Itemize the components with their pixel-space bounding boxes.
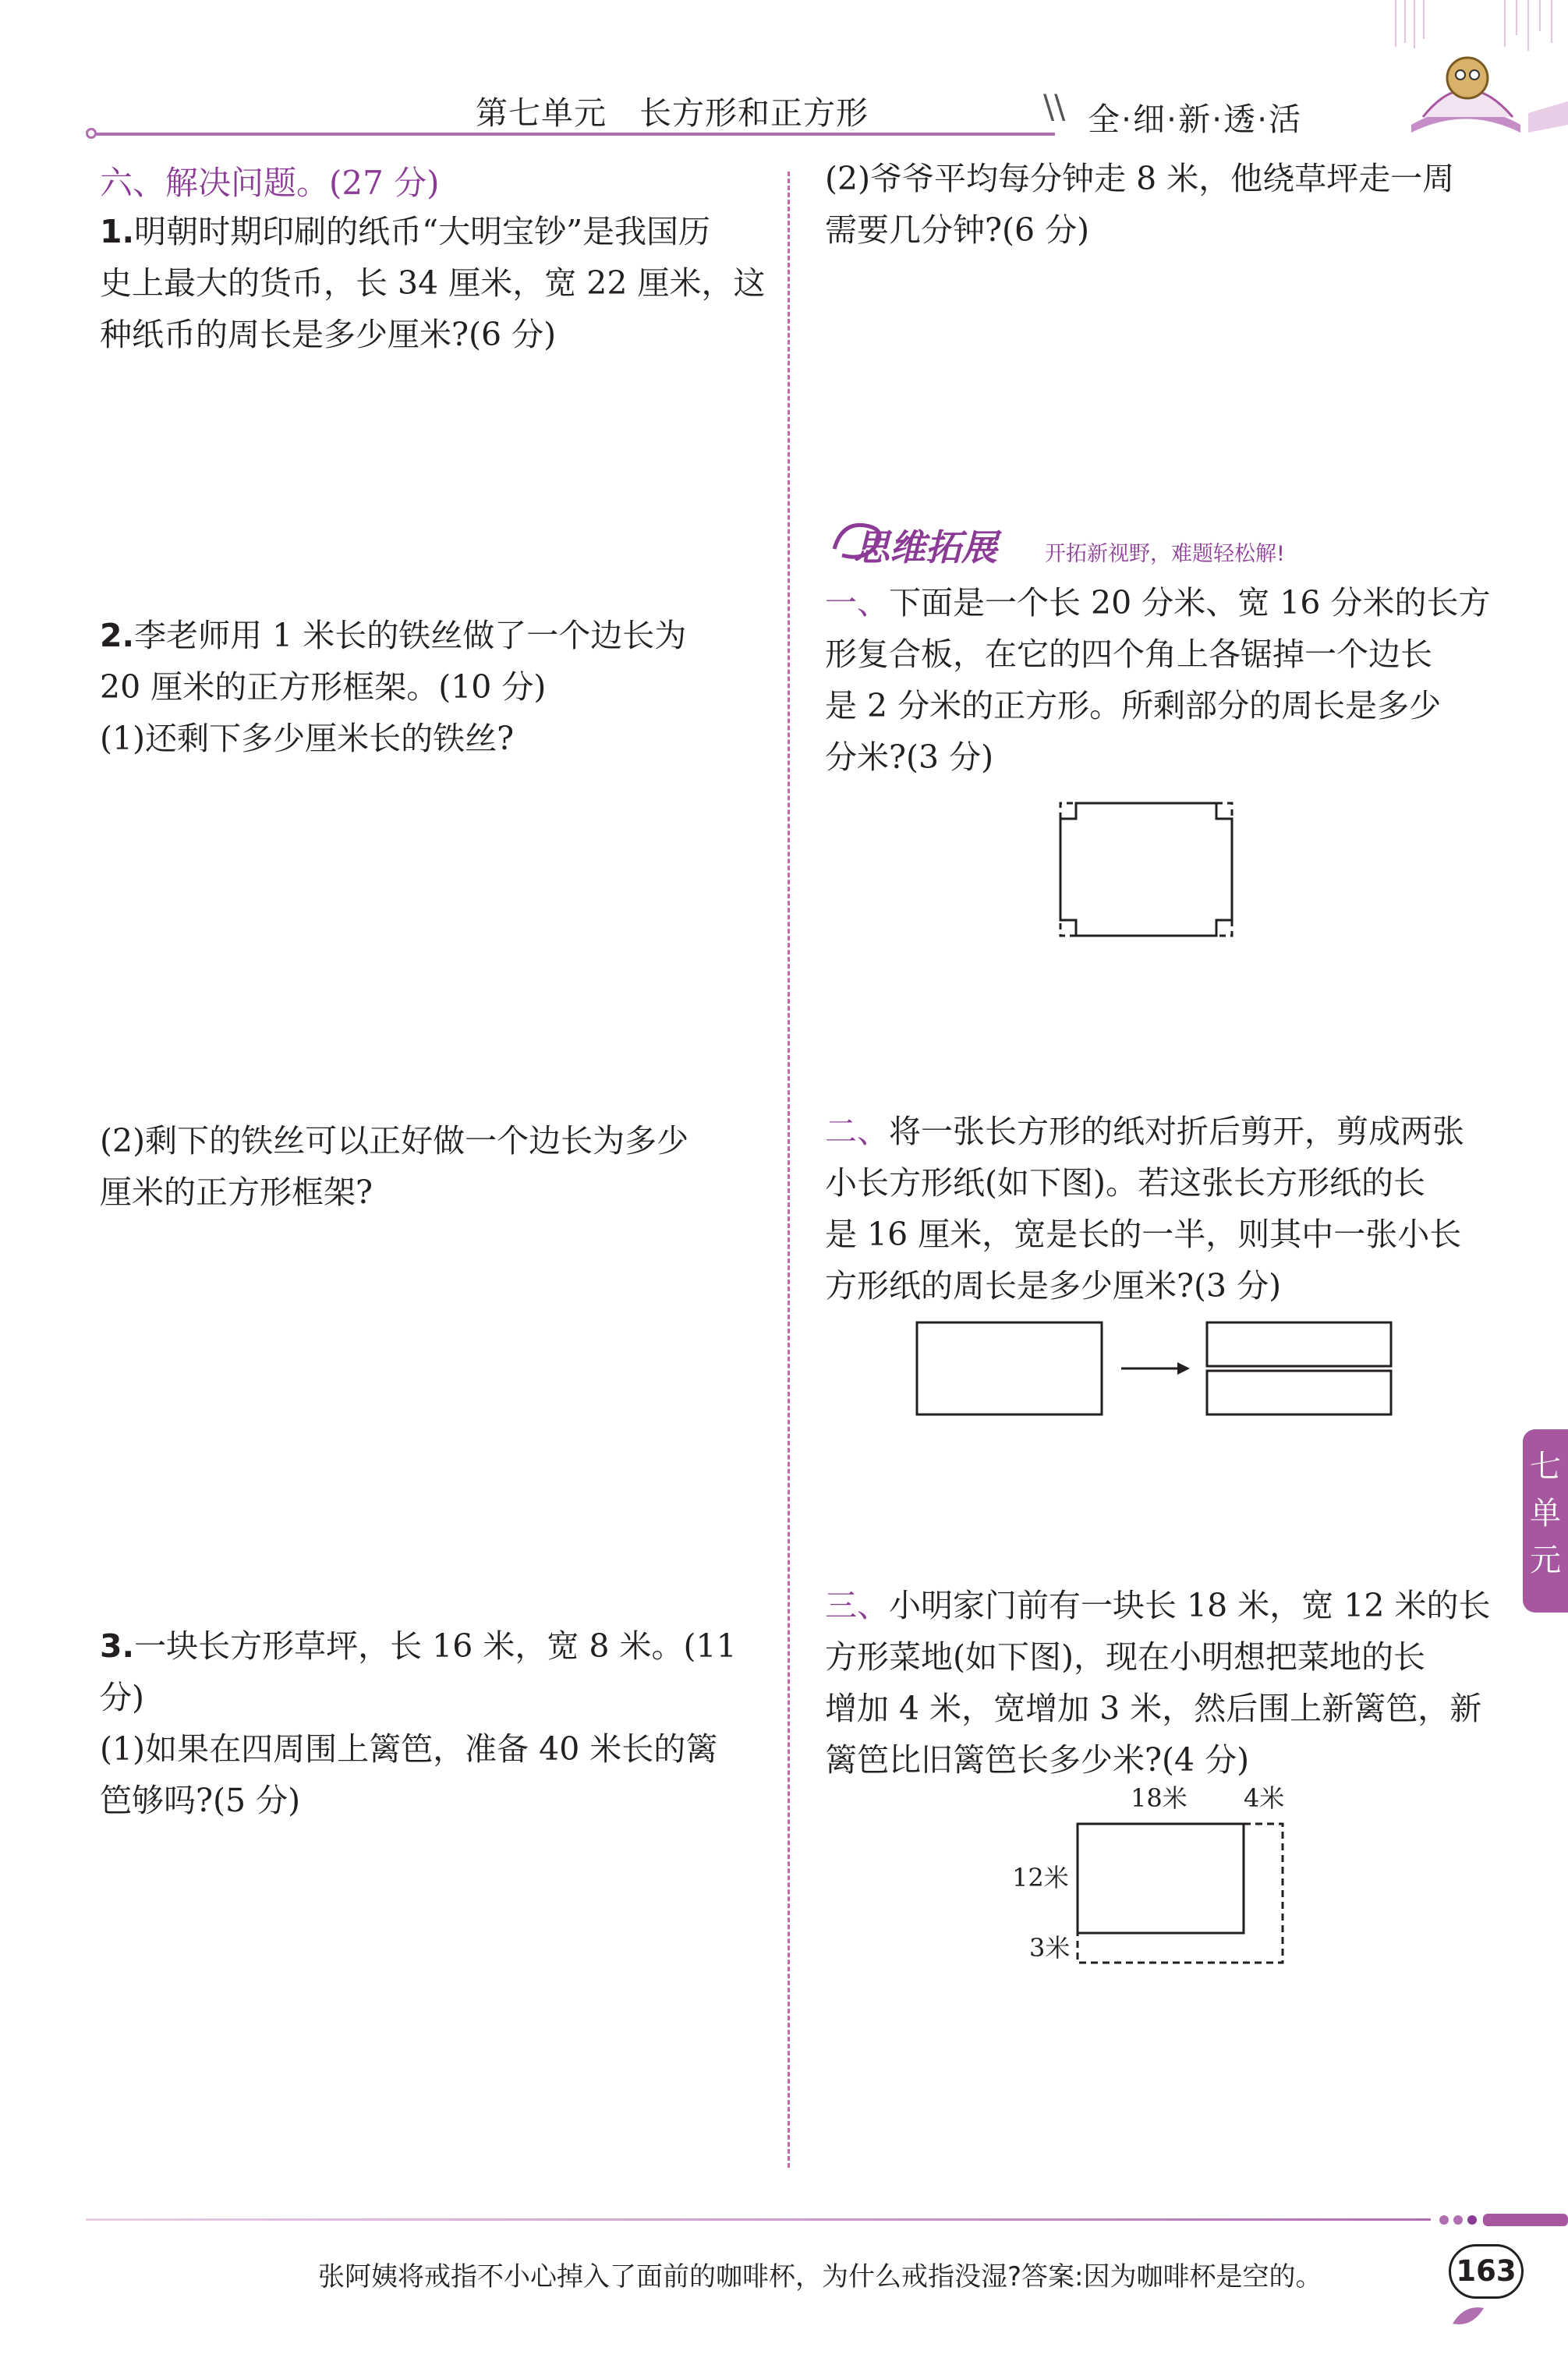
q3-sub-2-line-1: (2)爷爷平均每分钟走 8 米，他绕草坪走一周 <box>825 160 1455 197</box>
label-length: 18米 <box>1131 1783 1188 1813</box>
question-1 <box>100 206 770 360</box>
q1-number: 1. <box>100 213 135 250</box>
series-slogan: 全·细·新·透·活 <box>1088 101 1303 138</box>
figure-board-cut-corners <box>1053 788 1255 951</box>
q1-line-3: 种纸币的周长是多少厘米?(6 分) <box>100 316 557 353</box>
q1-line-1: 1.明朝时期印刷的纸币“大明宝钞”是我国历 <box>100 213 711 250</box>
q3-number: 3. <box>100 1627 135 1665</box>
page-number: 163 <box>1449 2244 1524 2299</box>
q3-sub-1-line-2: 笆够吗?(5 分) <box>100 1782 301 1819</box>
e3-label: 三、 <box>825 1587 889 1624</box>
q2-number: 2. <box>100 617 135 654</box>
q3-sub-2-line-2: 需要几分钟?(6 分) <box>825 211 1090 249</box>
label-added-width: 3米 <box>1029 1933 1071 1963</box>
extension-problem-1: 一、下面是一个长 20 分米、宽 16 分米的长方 形复合板，在它的四个角上各锯掉一个边长 是 2 分米的正方形。所剩部分的周长是多少 分米?(3 分) <box>825 584 1491 776</box>
q2-line-1: 2.李老师用 1 米长的铁丝做了一个边长为 <box>100 617 687 654</box>
question-3 <box>100 1620 770 1826</box>
footer-riddle: 张阿姨将戒指不小心掉入了面前的咖啡杯，为什么戒指没湿?答案:因为咖啡杯是空的。 <box>318 2261 1322 2292</box>
q3-line-1: 3.一块长方形草坪，长 16 米，宽 8 米。(11 分) <box>100 1627 737 1716</box>
extension-problem-2: 二、将一张长方形的纸对折后剪开，剪成两张 小长方形纸(如下图)。若这张长方形纸的长 是 16 厘米，宽是长的一半，则其中一张小长 方形纸的周长是多少厘米?(3 分) <box>825 1113 1464 1305</box>
q1-line-2: 史上最大的货币，长 34 厘米，宽 22 厘米，这 <box>100 264 766 302</box>
extension-title: 思维拓展 <box>854 526 997 568</box>
header-book-logo <box>1388 0 1568 136</box>
question-2-part-2 <box>100 1115 770 1218</box>
extension-subtitle: 开拓新视野，难题轻松解! <box>1045 542 1285 566</box>
slash-decoration: \\ <box>1043 87 1066 126</box>
label-added-length: 4米 <box>1244 1783 1285 1813</box>
question-2 <box>100 610 770 764</box>
label-width: 12米 <box>1012 1863 1069 1892</box>
e1-label: 一、 <box>825 584 889 621</box>
header-rule <box>92 133 1055 136</box>
q2-line-2: 20 厘米的正方形框架。(10 分) <box>100 668 547 706</box>
column-divider <box>788 172 790 2168</box>
q2-sub-2-line-2: 厘米的正方形框架? <box>100 1174 373 1211</box>
figure-vegetable-plot <box>1006 1782 1302 1973</box>
question-3-part-2 <box>825 153 1511 256</box>
q2-sub-1: (1)还剩下多少厘米长的铁丝? <box>100 720 515 757</box>
q3-sub-1-line-1: (1)如果在四周围上篱笆，准备 40 米长的篱 <box>100 1730 718 1768</box>
figure-paper-fold <box>912 1316 1396 1425</box>
q2-sub-2-line-1: (2)剩下的铁丝可以正好做一个边长为多少 <box>100 1122 689 1159</box>
e2-label: 二、 <box>825 1113 889 1150</box>
header-rule-dot <box>86 128 97 139</box>
unit-side-tab: 七 单 元 <box>1523 1429 1568 1613</box>
footer-rule <box>86 2218 1431 2221</box>
section-title: 六、解决问题。(27 分) <box>100 164 440 202</box>
leaf-icon <box>1449 2300 1495 2331</box>
footer-dots-decoration <box>1435 2211 1568 2229</box>
unit-title: 第七单元 长方形和正方形 <box>476 94 869 132</box>
extension-problem-3: 三、小明家门前有一块长 18 米，宽 12 米的长 方形菜地(如下图)，现在小明想把菜地的长 增加 4 米，宽增加 3 米，然后围上新篱笆，新 篱笆比旧篱笆长多少米?(4 分) <box>825 1587 1491 1779</box>
